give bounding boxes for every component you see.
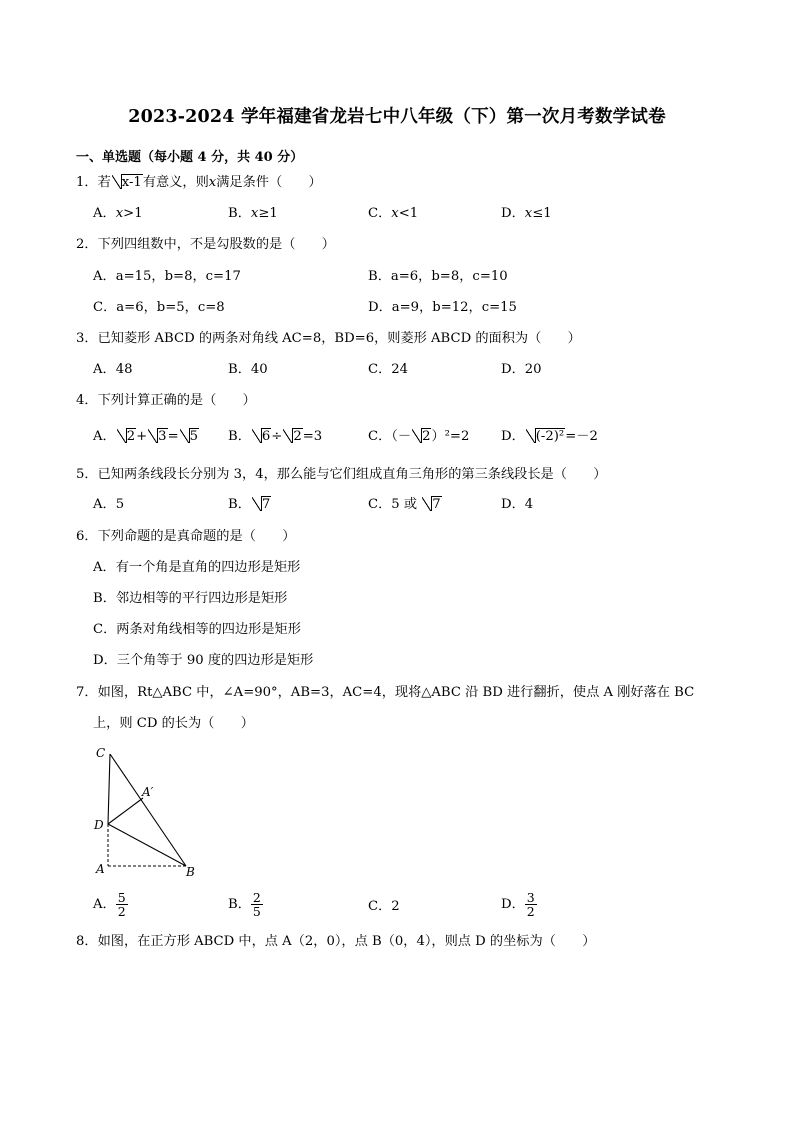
rest: ≥1 xyxy=(258,206,278,221)
numerator: 5 xyxy=(117,890,126,905)
section-heading: 一、单选题（每小题 4 分，共 40 分） xyxy=(76,150,304,165)
op: + xyxy=(136,429,148,444)
q1-option-b[interactable] xyxy=(228,206,278,222)
op: ÷ xyxy=(271,429,283,444)
q4-option-b[interactable] xyxy=(228,429,322,445)
q4-option-a[interactable] xyxy=(93,429,199,445)
q2-stem: 2．下列四组数中，不是勾股数的是（ ） xyxy=(76,237,335,252)
radical xyxy=(412,429,431,445)
radicand: 2 xyxy=(293,429,302,444)
q3-option-d[interactable]: D．20 xyxy=(501,362,542,377)
radicand: (-2)² xyxy=(535,429,565,444)
q6-stem: 6．下列命题的是真命题的是（ ） xyxy=(76,529,296,544)
label: D． xyxy=(501,206,525,221)
denominator: 5 xyxy=(252,904,261,919)
q6-option-a[interactable]: A．有一个角是直角的四边形是矩形 xyxy=(93,560,301,575)
q7-option-d[interactable] xyxy=(501,891,537,918)
q1-stem xyxy=(76,175,322,191)
label-a-prime: A′ xyxy=(142,785,154,799)
q3-stem: 3．已知菱形 ABCD 的两条对角线 AC=8，BD=6，则菱形 ABCD 的面积为（ ） xyxy=(76,331,581,346)
radical xyxy=(180,429,199,445)
q2-option-d[interactable]: D．a=9，b=12，c=15 xyxy=(368,300,517,315)
q7-option-b[interactable] xyxy=(228,891,263,918)
radicand: 3 xyxy=(158,429,167,444)
radicand: 2 xyxy=(126,429,136,444)
radical xyxy=(117,429,136,445)
fraction xyxy=(251,891,263,918)
label-a: A xyxy=(96,862,105,876)
q7-option-a[interactable] xyxy=(93,891,128,918)
q1-radicand: x-1 xyxy=(121,175,142,190)
var: x xyxy=(524,206,533,221)
q5-option-a[interactable]: A．5 xyxy=(93,497,125,512)
q4-stem: 4．下列计算正确的是（ ） xyxy=(76,393,256,408)
q7-triangle-figure xyxy=(88,742,218,882)
q5-stem: 5．已知两条线段长分别为 3，4，那么能与它们组成直角三角形的第三条线段长是（ ） xyxy=(76,467,607,482)
label: B． xyxy=(228,897,251,912)
q6-option-c[interactable]: C．两条对角线相等的四边形是矩形 xyxy=(93,622,301,637)
q7-stem-line1: 7．如图，Rt△ABC 中，∠A=90°，AB=3，AC=4，现将△ABC 沿 BD 进行翻折，使点 A 刚好落在 BC xyxy=(76,685,695,700)
q2-option-a[interactable]: A．a=15，b=8，c=17 xyxy=(93,269,241,284)
radicand: 7 xyxy=(432,497,441,512)
numerator: 2 xyxy=(252,890,261,905)
fraction xyxy=(116,891,128,918)
exam-title: 2023-2024 学年福建省龙岩七中八年级（下）第一次月考数学试卷 xyxy=(128,107,666,127)
op: =3 xyxy=(302,429,323,444)
radical xyxy=(283,429,302,445)
q1-number: 1．若 xyxy=(76,175,111,190)
label: C．（－ xyxy=(368,429,412,444)
label: D． xyxy=(501,897,525,912)
label-b: B xyxy=(186,865,195,879)
edge-cd xyxy=(108,754,110,824)
q3-option-a[interactable]: A．48 xyxy=(93,362,133,377)
radical xyxy=(422,497,441,513)
q6-option-d[interactable]: D．三个角等于 90 度的四边形是矩形 xyxy=(93,653,314,668)
label: C． xyxy=(368,206,392,221)
label: D． xyxy=(501,429,525,444)
edge-da1 xyxy=(108,798,143,824)
rest: <1 xyxy=(398,206,419,221)
label: A． xyxy=(93,206,116,221)
edge-db xyxy=(108,824,186,866)
radical xyxy=(148,429,167,445)
q6-option-b[interactable]: B．邻边相等的平行四边形是矩形 xyxy=(93,591,288,606)
q1-var: x xyxy=(208,175,217,190)
q2-option-c[interactable]: C．a=6，b=5，c=8 xyxy=(93,300,225,315)
radicand: 7 xyxy=(261,497,271,512)
label: A． xyxy=(93,897,116,912)
label-d: D xyxy=(94,818,104,832)
fraction xyxy=(525,891,537,918)
op: = xyxy=(167,429,179,444)
denominator: 2 xyxy=(117,904,126,919)
label: B． xyxy=(228,429,251,444)
label: C．5 或 xyxy=(368,497,418,512)
q7-option-c[interactable]: C．2 xyxy=(368,899,400,914)
edge-cb xyxy=(110,754,186,866)
q8-stem: 8．如图，在正方形 ABCD 中，点 A（2，0），点 B（0，4），则点 D 的坐标为（ ） xyxy=(76,934,596,949)
var: x xyxy=(391,206,399,221)
rest: =－2 xyxy=(565,429,598,444)
denominator: 2 xyxy=(526,904,535,919)
radical xyxy=(252,497,271,513)
label: B． xyxy=(228,497,251,512)
rest: ）²=2 xyxy=(431,429,470,444)
q4-option-d[interactable] xyxy=(501,429,598,445)
q2-option-b[interactable]: B．a=6，b=8，c=10 xyxy=(368,269,508,284)
label: A． xyxy=(93,429,116,444)
label-c: C xyxy=(96,746,106,760)
numerator: 3 xyxy=(526,890,535,905)
radicand: 6 xyxy=(261,429,271,444)
rest: >1 xyxy=(123,206,143,221)
q1-option-d[interactable] xyxy=(501,206,552,222)
q1-text2: 满足条件（ ） xyxy=(216,175,322,190)
radical xyxy=(526,429,565,445)
q4-option-c[interactable] xyxy=(368,429,469,445)
q7-stem-line2: 上，则 CD 的长为（ ） xyxy=(93,716,254,731)
label: B． xyxy=(228,206,251,221)
q5-option-c[interactable] xyxy=(368,497,442,513)
q1-text: 有意义，则 xyxy=(142,175,209,190)
q1-radical xyxy=(112,175,143,191)
rest: ≤1 xyxy=(532,206,552,221)
q5-option-d[interactable]: D．4 xyxy=(501,497,534,512)
var: x xyxy=(115,206,124,221)
q1-option-a[interactable] xyxy=(93,206,143,222)
var: x xyxy=(250,206,259,221)
q3-option-c[interactable]: C．24 xyxy=(368,362,409,377)
radical xyxy=(252,429,271,445)
q1-option-c[interactable] xyxy=(368,206,418,222)
q3-option-b[interactable]: B．40 xyxy=(228,362,268,377)
radicand: 5 xyxy=(189,429,199,444)
q5-option-b[interactable] xyxy=(228,497,271,513)
radicand: 2 xyxy=(422,429,431,444)
